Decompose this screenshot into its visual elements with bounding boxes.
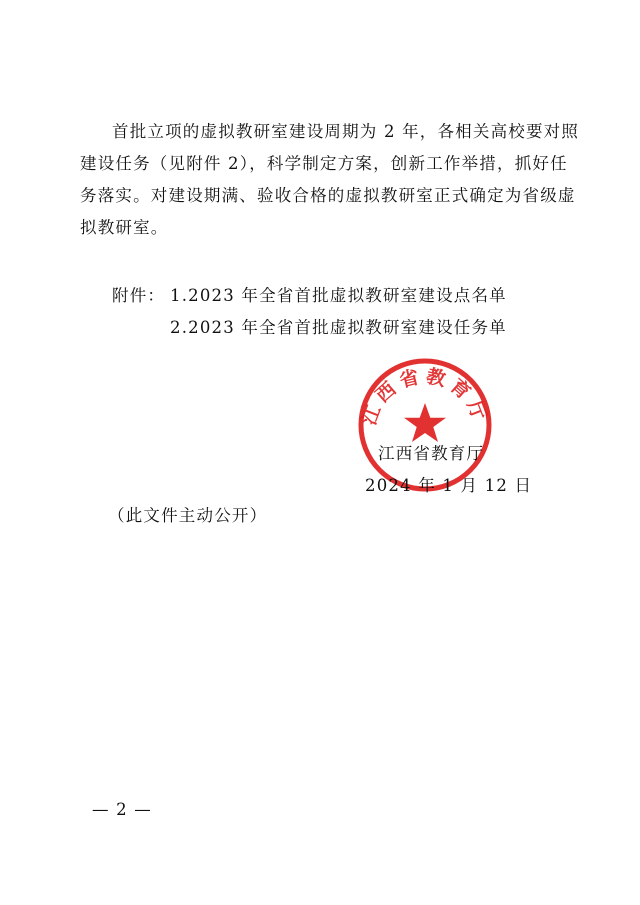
disclosure-note: （此文件主动公开） [108,506,268,525]
body-paragraph-line-1: 首批立项的虚拟教研室建设周期为 2 年，各相关高校要对照 [112,122,580,141]
body-paragraph-line-4: 拟教研室。 [80,218,169,237]
signature-date: 2024 年 1 月 12 日 [365,476,533,495]
attachment-item-1: 1.2023 年全省首批虚拟教研室建设点名单 [170,286,507,305]
attachment-item-2: 2.2023 年全省首批虚拟教研室建设任务单 [170,318,507,337]
signature-org: 江西省教育厅 [378,444,485,463]
page-number: — 2 — [92,800,152,819]
seal-text: 江西省教育厅 [358,365,492,429]
body-paragraph-line-3: 务落实。对建设期满、验收合格的虚拟教研室正式确定为省级虚 [80,186,576,205]
attachments-label: 附件： [112,286,166,305]
body-paragraph-line-2: 建设任务（见附件 2），科学制定方案，创新工作举措，抓好任 [80,154,568,173]
seal-star-icon [404,403,446,442]
